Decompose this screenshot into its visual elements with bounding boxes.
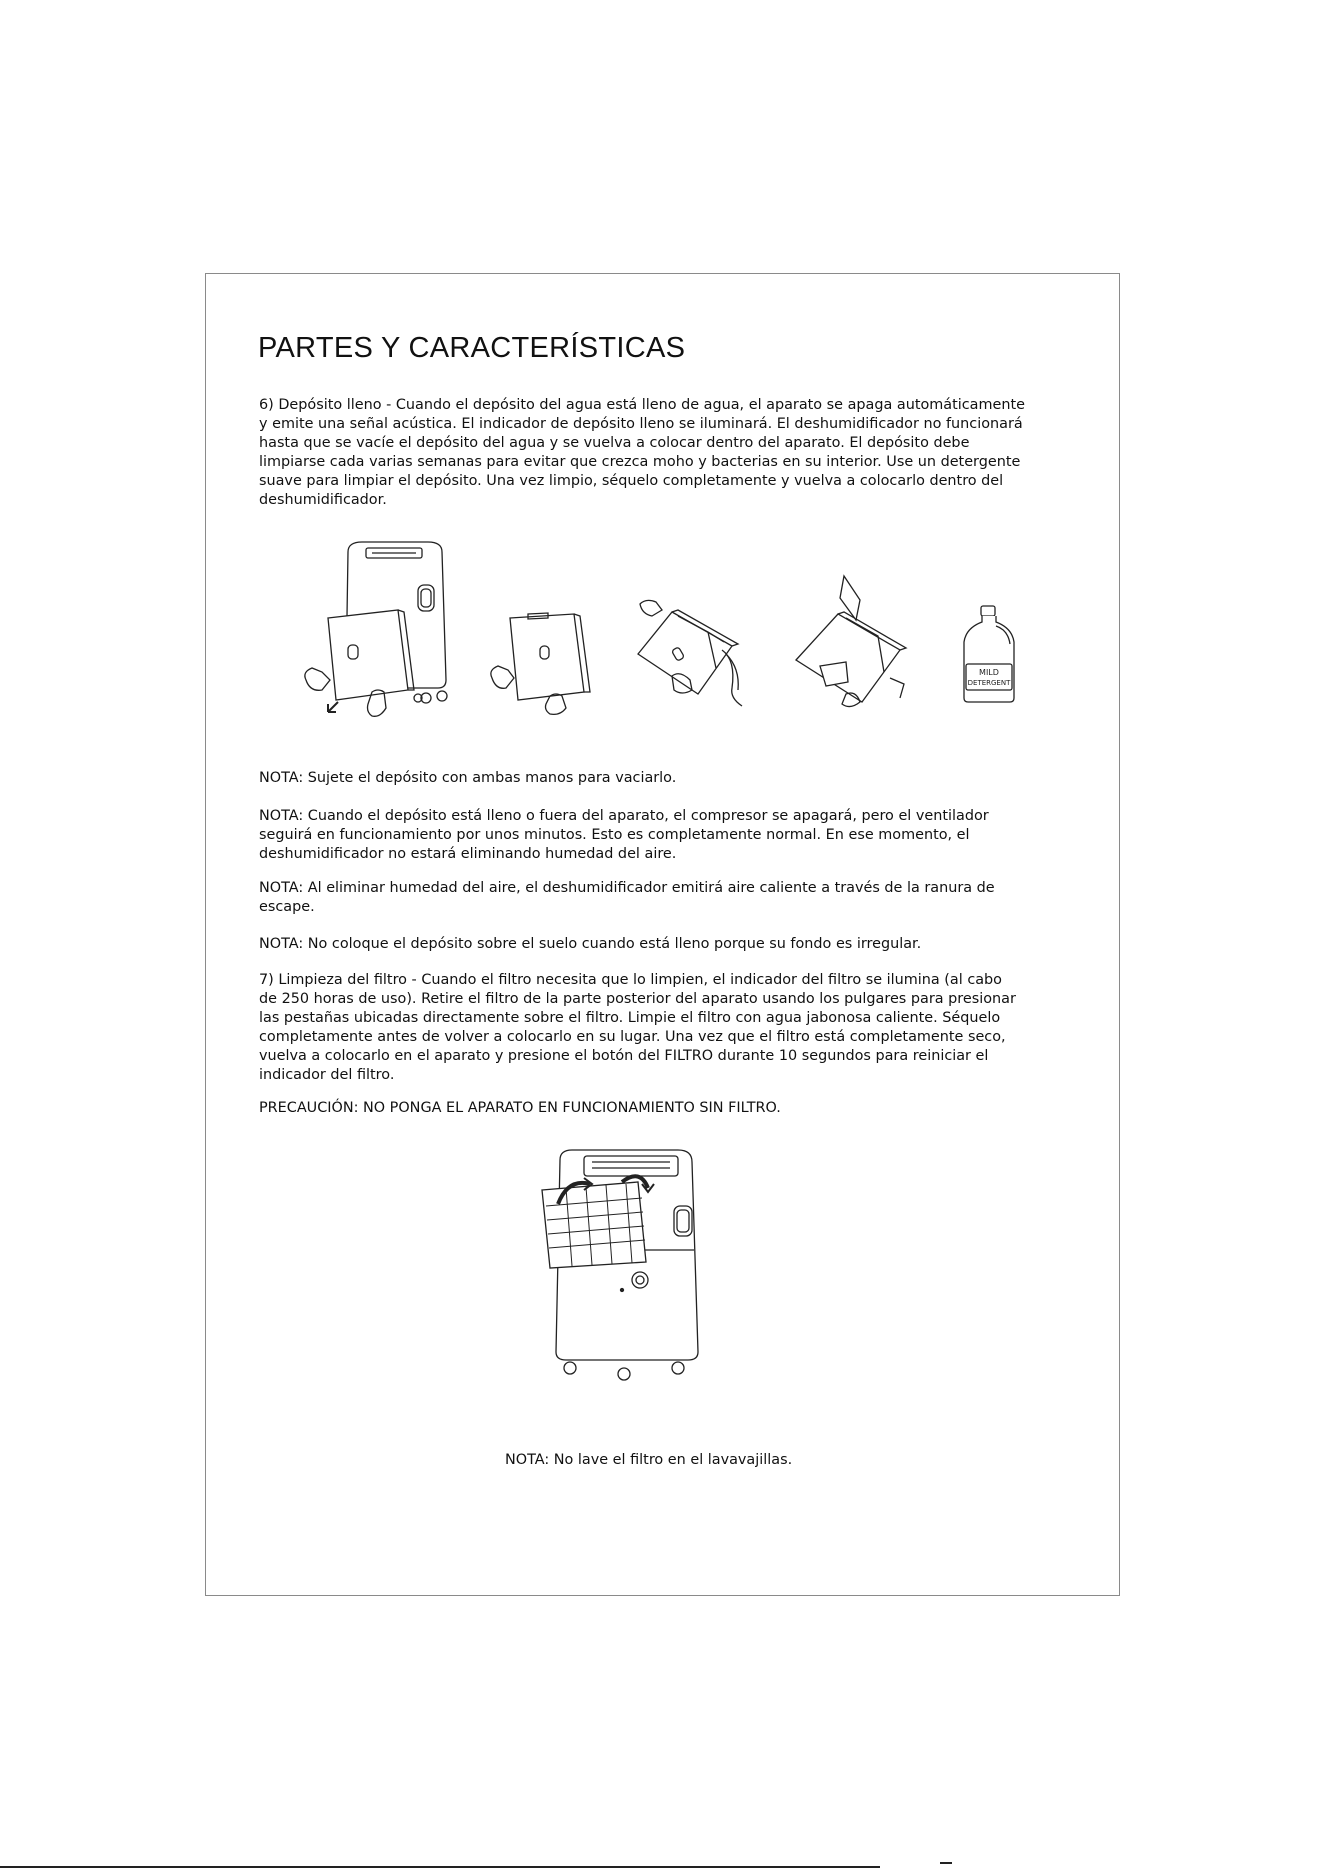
text-line: completamente antes de volver a colocarlo en su lugar. Una vez que el filtro está completamente seco, bbox=[259, 1029, 1006, 1045]
wash-bucket-illustration bbox=[632, 598, 752, 716]
text-line: 6) Depósito lleno - Cuando el depósito del agua está lleno de agua, el aparato se apaga automáticamente bbox=[259, 397, 1025, 413]
text-line: deshumidificador no estará eliminando humedad del aire. bbox=[259, 846, 677, 862]
remove-bucket-illustration bbox=[300, 540, 460, 725]
mild-detergent-bottle-illustration bbox=[960, 604, 1018, 704]
text-line: NOTA: Al eliminar humedad del aire, el deshumidificador emitirá aire caliente a través de la ranura de bbox=[259, 880, 995, 896]
text-line: escape. bbox=[259, 899, 315, 915]
text-line: vuelva a colocarlo en el aparato y presione el botón del FILTRO durante 10 segundos para reiniciar el bbox=[259, 1048, 989, 1064]
page-title: PARTES Y CARACTERÍSTICAS bbox=[258, 332, 686, 364]
caution-text: PRECAUCIÓN: NO PONGA EL APARATO EN FUNCIONAMIENTO SIN FILTRO. bbox=[259, 1100, 781, 1116]
note-hold-bucket: NOTA: Sujete el depósito con ambas manos para vaciarlo. bbox=[259, 770, 677, 786]
text-line: NOTA: Cuando el depósito está lleno o fuera del aparato, el compresor se apagará, pero el ventilador bbox=[259, 808, 989, 824]
detergent-label-line1: MILD bbox=[979, 668, 999, 677]
text-line: indicador del filtro. bbox=[259, 1067, 395, 1083]
section-7-filter-cleaning bbox=[259, 971, 1059, 1085]
filter-removal-illustration bbox=[528, 1146, 708, 1382]
note-warm-air bbox=[259, 879, 1059, 917]
text-line: hasta que se vacíe el depósito del agua y se vuelva a colocar dentro del aparato. El depósito debe bbox=[259, 435, 970, 451]
section-6-full-tank bbox=[259, 396, 1059, 510]
detergent-label-line2: DETERGENT bbox=[967, 679, 1011, 687]
note-compressor bbox=[259, 807, 1059, 864]
bottom-rule bbox=[0, 1866, 880, 1868]
note-floor: NOTA: No coloque el depósito sobre el suelo cuando está lleno porque su fondo es irregular. bbox=[259, 936, 922, 952]
text-line: suave para limpiar el depósito. Una vez limpio, séquelo completamente y vuelva a colocarlo dentro del bbox=[259, 473, 1004, 489]
text-line: limpiarse cada varias semanas para evitar que crezca moho y bacterias en su interior. Use un detergente bbox=[259, 454, 1021, 470]
hold-bucket-illustration bbox=[488, 612, 598, 717]
note-no-dishwasher: NOTA: No lave el filtro en el lavavajillas. bbox=[505, 1452, 793, 1468]
bottom-mark bbox=[940, 1862, 952, 1864]
dry-bucket-illustration bbox=[790, 574, 920, 719]
text-line: de 250 horas de uso). Retire el filtro de la parte posterior del aparato usando los pulgares para presionar bbox=[259, 991, 1016, 1007]
text-line: deshumidificador. bbox=[259, 492, 387, 508]
text-line: y emite una señal acústica. El indicador de depósito lleno se iluminará. El deshumidificador no funcionará bbox=[259, 416, 1023, 432]
text-line: seguirá en funcionamiento por unos minutos. Esto es completamente normal. En ese momento, el bbox=[259, 827, 970, 843]
text-line: las pestañas ubicadas directamente sobre el filtro. Limpie el filtro con agua jabonosa caliente. Séquelo bbox=[259, 1010, 1001, 1026]
text-line: 7) Limpieza del filtro - Cuando el filtro necesita que lo limpien, el indicador del filtro se ilumina (al cabo bbox=[259, 972, 1002, 988]
